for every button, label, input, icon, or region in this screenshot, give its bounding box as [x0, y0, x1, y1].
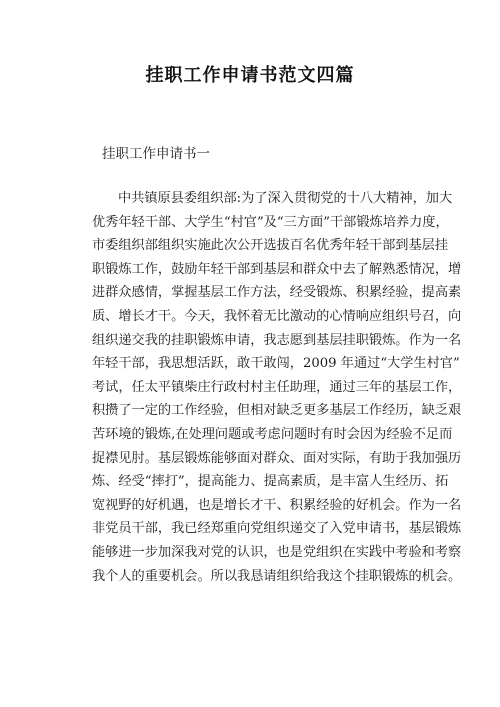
paragraph-line: 质、增长才干。今天，我怀着无比激动的心情响应组织号召，向: [92, 308, 462, 324]
paragraph-line: 考试，任太平镇柴庄行政村村主任助理，通过三年的基层工作，: [92, 379, 462, 395]
paragraph-line: 组织递交我的挂职锻炼申请，我志愿到基层挂职锻炼。作为一名: [92, 332, 462, 348]
section-heading: 挂职工作申请书一: [102, 146, 210, 162]
paragraph-line: 进群众感情，掌握基层工作方法，经受锻炼、积累经验，提高素: [92, 285, 462, 301]
paragraph-line: 我个人的重要机会。所以我恳请组织给我这个挂职锻炼的机会。: [92, 568, 462, 584]
paragraph-line: 非党员干部，我已经郑重向党组织递交了入党申请书，基层锻炼: [92, 521, 462, 537]
paragraph-line: 捉襟见肘。基层锻炼能够面对群众、面对实际，有助于我加强历: [92, 450, 462, 466]
paragraph-line: 职锻炼工作，鼓励年轻干部到基层和群众中去了解熟悉情况，增: [92, 261, 462, 277]
paragraph-line: 积攒了一定的工作经验，但相对缺乏更多基层工作经历，缺乏艰: [92, 403, 462, 419]
paragraph-line: 能够进一步加深我对党的认识，也是党组织在实践中考验和考察: [92, 544, 462, 560]
paragraph-line: 市委组织部组织实施此次公开选拔百名优秀年轻干部到基层挂: [92, 238, 449, 254]
paragraph-line: 中共镇原县委组织部:为了深入贯彻党的十八大精神，加大: [118, 191, 453, 206]
body-paragraph: [92, 187, 462, 588]
paragraph-line: 年轻干部，我思想活跃，敢干敢闯，2009 年通过“大学生村官”: [92, 356, 460, 372]
paragraph-line: 苦环境的锻炼,在处理问题或考虑问题时有时会因为经验不足而: [92, 426, 453, 442]
paragraph-line: 宽视野的好机遇，也是增长才干、积累经验的好机会。作为一名: [92, 497, 462, 513]
paragraph-line: 优秀年轻干部、大学生“村官”及“三方面”干部锻炼培养力度，: [92, 214, 449, 230]
paragraph-line: 炼、经受“摔打”，提高能力、提高素质，是丰富人生经历、拓: [92, 474, 449, 490]
document-title: 挂职工作申请书范文四篇: [145, 65, 355, 86]
